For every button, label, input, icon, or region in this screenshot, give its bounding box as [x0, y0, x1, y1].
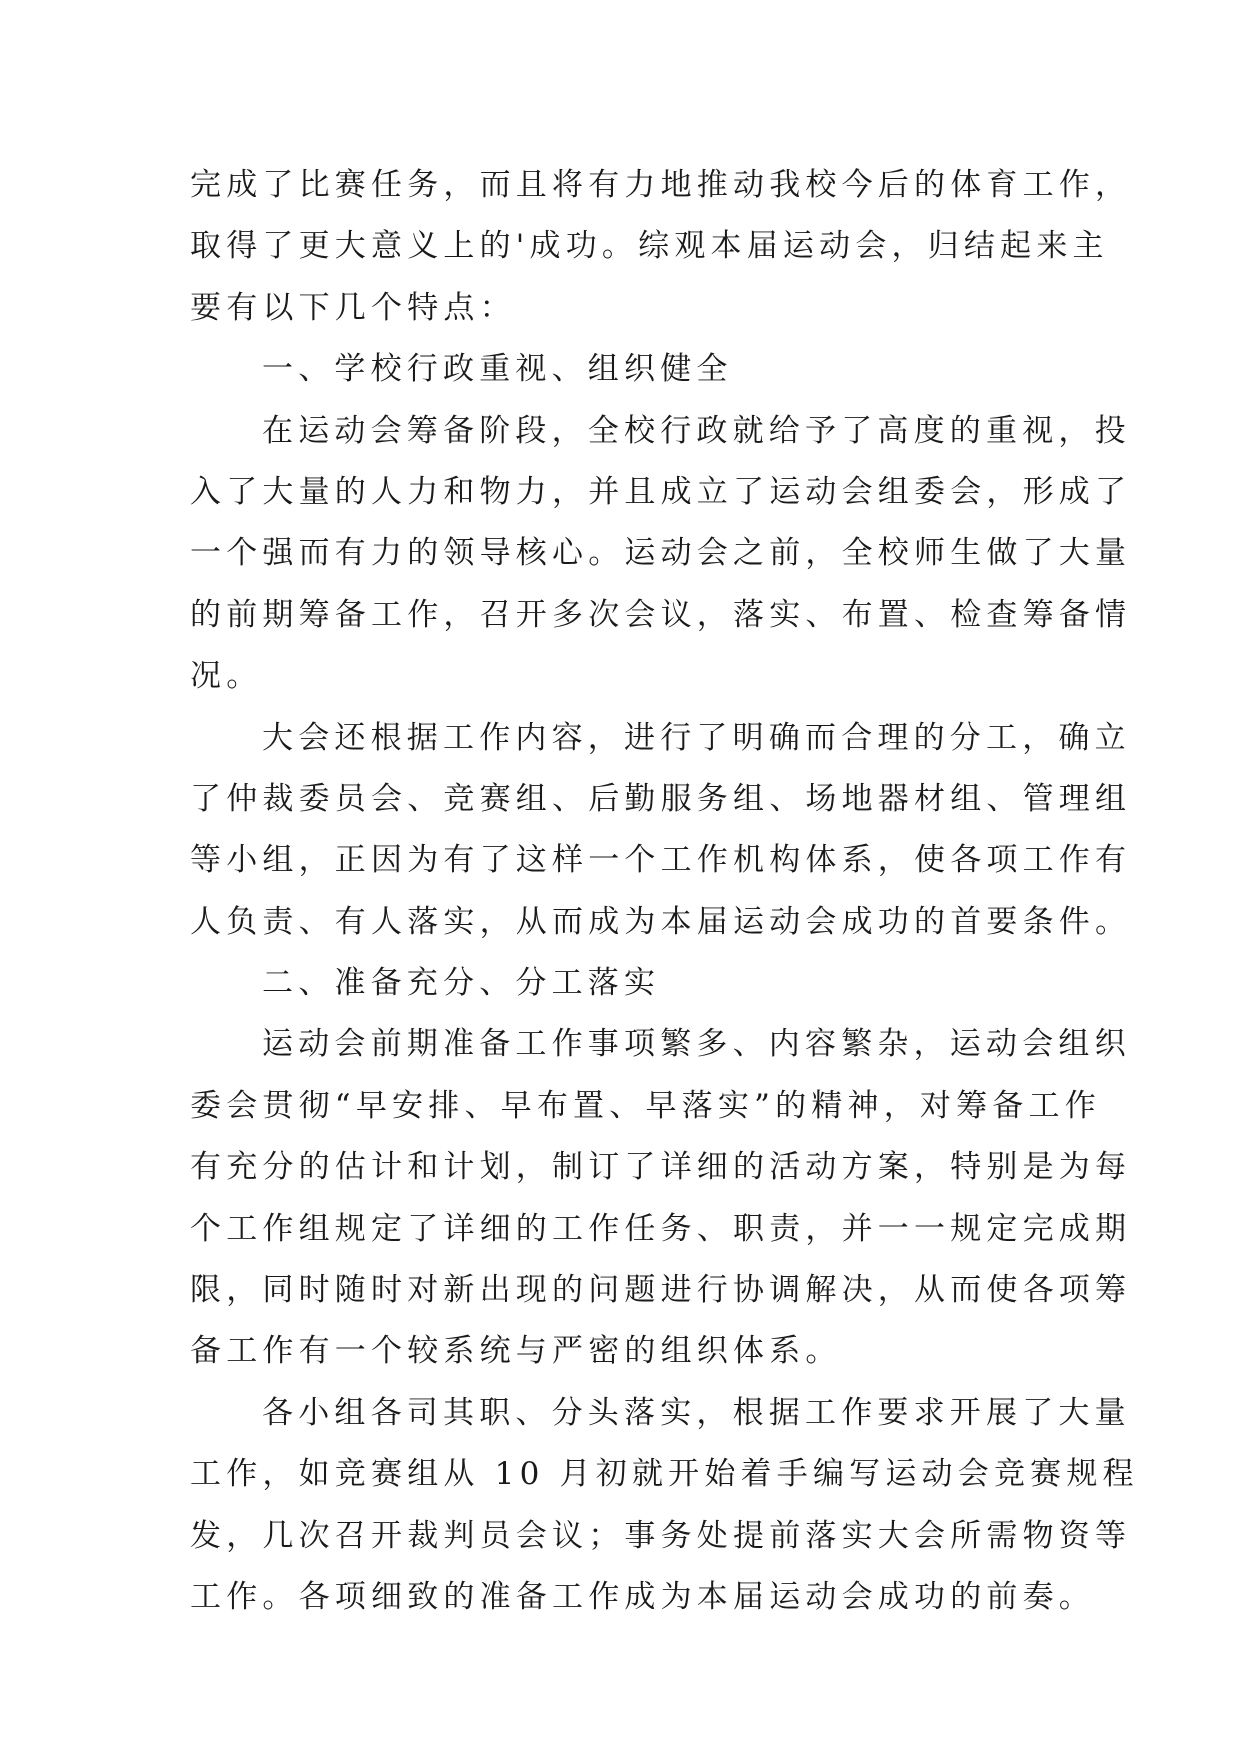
- text-line: 限，同时随时对新出现的问题进行协调解决，从而使各项筹: [190, 1272, 1132, 1309]
- text-line: 的前期筹备工作，召开多次会议，落实、布置、检查筹备情: [190, 596, 1132, 633]
- text-line: 况。: [190, 658, 263, 695]
- text-line: 入了大量的人力和物力，并且成立了运动会组委会，形成了: [190, 473, 1132, 510]
- text-line: 发，几次召开裁判员会议；事务处提前落实大会所需物资等: [190, 1517, 1132, 1554]
- text-line: 大会还根据工作内容，进行了明确而合理的分工，确立: [262, 719, 1131, 756]
- text-line: 要有以下几个特点：: [190, 289, 516, 326]
- section-heading-2: 二、准备充分、分工落实: [262, 965, 661, 1002]
- document-body: [190, 155, 1139, 1628]
- text-line: 各小组各司其职、分头落实，根据工作要求开展了大量: [262, 1394, 1131, 1431]
- text-line: 了仲裁委员会、竞赛组、后勤服务组、场地器材组、管理组: [190, 780, 1132, 817]
- text-line: 有充分的估计和计划，制订了详细的活动方案，特别是为每: [190, 1149, 1132, 1186]
- text-line: 在运动会筹备阶段，全校行政就给予了高度的重视，投: [262, 412, 1131, 449]
- text-line: 工作，如竞赛组从 10 月初就开始着手编写运动会竞赛规程: [190, 1456, 1139, 1493]
- section-heading-1: 一、学校行政重视、组织健全: [262, 351, 733, 388]
- text-line: 一个强而有力的领导核心。运动会之前，全校师生做了大量: [190, 535, 1132, 572]
- text-line: 取得了更大意义上的'成功。综观本届运动会，归结起来主: [190, 228, 1109, 265]
- text-line: 工作。各项细致的准备工作成为本届运动会成功的前奏。: [190, 1578, 1095, 1615]
- text-line: 人负责、有人落实，从而成为本届运动会成功的首要条件。: [190, 903, 1132, 940]
- text-line: 完成了比赛任务，而且将有力地推动我校今后的体育工作，: [190, 167, 1132, 203]
- text-line: 个工作组规定了详细的工作任务、职责，并一一规定完成期: [190, 1210, 1132, 1247]
- text-line: 等小组，正因为有了这样一个工作机构体系，使各项工作有: [190, 842, 1132, 879]
- text-line: 备工作有一个较系统与严密的组织体系。: [190, 1333, 842, 1370]
- text-line: 运动会前期准备工作事项繁多、内容繁杂，运动会组织: [262, 1026, 1131, 1063]
- text-line: 委会贯彻“早安排、早布置、早落实”的精神，对筹备工作: [190, 1087, 1101, 1124]
